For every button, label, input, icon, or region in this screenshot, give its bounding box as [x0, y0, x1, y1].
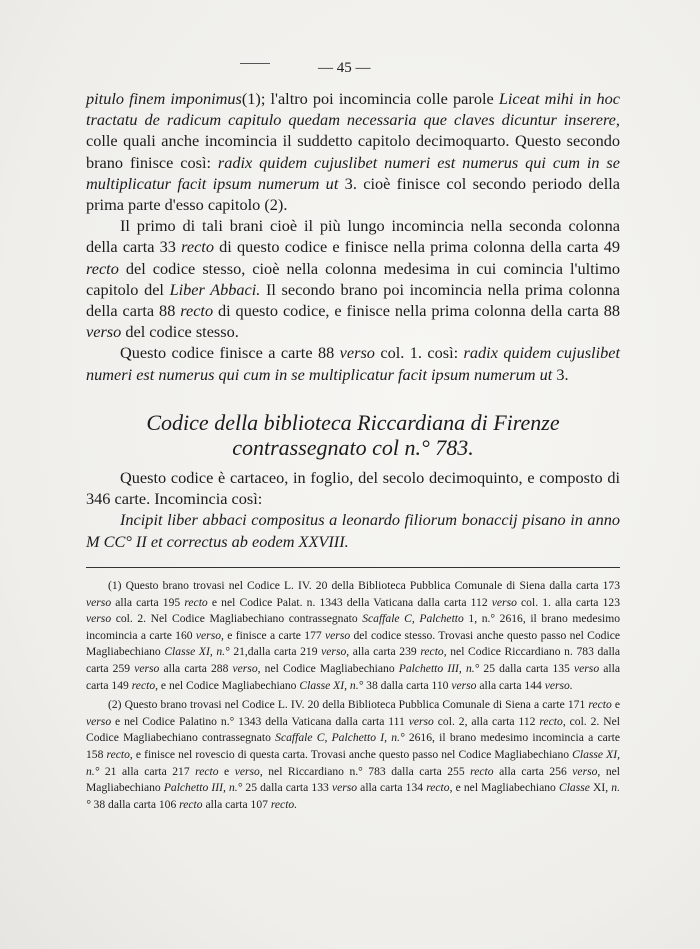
- text-run: 3. cioè finisce col secondo periodo della prima parte d'esso capitolo (2).: [86, 173, 620, 215]
- italic-text: n.°: [86, 781, 620, 811]
- text-run: alla carta 256: [493, 764, 573, 778]
- italic-text: verso: [195, 628, 222, 642]
- paragraph: [86, 342, 620, 384]
- text-run: 38 dalla carta 110: [363, 678, 452, 692]
- text-run: , alla carta 239: [346, 645, 421, 659]
- italic-text: Classe XI, n.°: [164, 645, 230, 659]
- italic-text: recto: [195, 764, 219, 778]
- text-run: e nel Codice Palat. n. 1343 della Vaticana dalla carta 112: [207, 595, 492, 609]
- text-run: col. 1. alla carta 123: [516, 595, 620, 609]
- footnote-2: [86, 697, 620, 813]
- printer-mark: [240, 63, 270, 65]
- italic-text: Scaffale C, Palchetto: [362, 612, 464, 626]
- text-run: di questo codice e finisce nella prima colonna della carta 49: [213, 237, 620, 257]
- text-run: 38 dalla carta 106: [90, 797, 180, 811]
- text-run: , e nel Codice Magliabechiano: [155, 678, 300, 692]
- italic-text: recto: [426, 781, 450, 795]
- italic-text: Classe: [558, 781, 590, 795]
- italic-text: recto: [420, 645, 444, 659]
- italic-text: verso: [339, 343, 375, 363]
- text-run: Il primo di tali brani cioè il più lungo incomincia nella seconda colonna della carta 33: [86, 216, 620, 257]
- italic-text: verso.: [544, 678, 573, 692]
- italic-text: Liceat mihi in hoc tractatu de radicum capitulo quedam necessaria que claves dicuntur inserere: [86, 89, 620, 130]
- page-number: — 45 —: [318, 60, 371, 76]
- text-run: alla carta 288: [159, 661, 233, 675]
- italic-text: recto: [179, 797, 203, 811]
- italic-text: verso: [232, 661, 258, 675]
- text-run: di questo codice, e finisce nella prima colonna della carta 88: [213, 301, 620, 321]
- italic-text: verso: [574, 661, 600, 675]
- italic-text: verso: [408, 714, 434, 728]
- paragraph: [86, 88, 620, 215]
- italic-text: recto: [106, 747, 130, 761]
- text-run: , nel Riccardiano n.° 783 dalla carta 255: [259, 764, 471, 778]
- footnote-1: [86, 578, 620, 694]
- text-run: alla carta 144: [476, 678, 545, 692]
- italic-text: Scaffale C, Palchetto I, n.°: [275, 731, 405, 745]
- text-run: col. 2. Nel Codice Magliabechiano contrassegnato: [111, 612, 363, 626]
- italic-text: verso: [86, 612, 112, 626]
- italic-text: verso: [331, 781, 358, 795]
- italic-text: radix quidem cujuslibet numeri est numerus qui cum in se multiplicatur facit ipsum numerum ut: [86, 152, 620, 193]
- incipit-quote: [86, 509, 620, 551]
- italic-text: verso: [572, 764, 598, 778]
- italic-text: verso: [321, 645, 347, 659]
- text-run: , nel Codice Magliabechiano: [257, 661, 399, 675]
- text-run: e: [611, 698, 620, 712]
- text-run: , col. 2. Nel Codice Magliabechiano contrassegnato: [86, 714, 620, 745]
- footnotes: [86, 578, 620, 813]
- italic-text: verso: [86, 714, 112, 728]
- text-run: Il secondo brano poi incomincia nella prima colonna della carta 88: [86, 279, 620, 321]
- text-run: , nel Magliabechiano: [86, 764, 620, 795]
- text-run: 1, n.° 2616, il brano medesimo incomincia a carte 160: [86, 612, 621, 642]
- text-run: alla carta 195: [111, 595, 185, 609]
- text-run: Questo codice è cartaceo, in foglio, del secolo decimoquinto, e composto di 346 carte. Incomincia così:: [86, 468, 620, 509]
- text-run: alla carta 134: [357, 781, 427, 795]
- italic-text: recto: [539, 714, 563, 728]
- heading-line: contrassegnato col n.° 783.: [232, 435, 474, 460]
- text-run: , e finisce nel rovescio di questa carta. Trovasi anche questo passo nel Codice Magliabechiano: [129, 747, 573, 761]
- text-run: 21 alla carta 217: [99, 764, 196, 778]
- italic-text: recto: [181, 237, 214, 257]
- text-run: col. 1. così:: [374, 343, 464, 363]
- italic-text: recto: [588, 698, 612, 712]
- section-text: [86, 467, 620, 552]
- italic-text: pitulo finem imponimus: [86, 89, 242, 108]
- italic-text: verso: [234, 764, 260, 778]
- italic-text: verso: [491, 595, 517, 609]
- italic-text: radix quidem cujuslibet numeri est numerus qui cum in se multiplicatur facit ipsum numerum ut: [86, 343, 620, 384]
- text-run: (2) Questo brano trovasi nel Codice L. IV. 20 della Biblioteca Pubblica Comunale di Siena a carte 171: [108, 698, 589, 712]
- text-run: e: [218, 764, 235, 778]
- text-run: (1) Questo brano trovasi nel Codice L. IV. 20 della Biblioteca Pubblica Comunale di Siena dalla carta 173: [108, 579, 620, 592]
- text-run: 2616, il brano medesimo incomincia a carte 158: [86, 731, 621, 761]
- italic-text: Classe XI, n.°: [299, 678, 364, 692]
- text-run: alla carta 149: [86, 661, 620, 692]
- text-run: e nel Codice Palatino n.° 1343 della Vaticana dalla carta 111: [111, 714, 409, 728]
- text-run: alla carta 107: [202, 797, 271, 811]
- text-run: del codice stesso.: [121, 322, 239, 342]
- italic-text: verso: [451, 678, 477, 692]
- italic-text: Classe XI, n.°: [86, 747, 620, 778]
- text-run: 25 dalla carta 135: [479, 661, 574, 675]
- paragraph: [86, 215, 620, 342]
- text-run: del codice stesso. Trovasi anche questo passo nel Codice Magliabechiano: [86, 628, 620, 659]
- paragraph: [86, 467, 620, 509]
- italic-text: Palchetto III, n.°: [398, 661, 480, 675]
- italic-text: recto: [180, 301, 214, 321]
- text-run: 25 dalla carta 133: [242, 781, 332, 795]
- text-run: Questo codice finisce a carte 88: [120, 343, 340, 363]
- main-text: [86, 88, 620, 385]
- text-run: XI,: [589, 781, 612, 795]
- section-heading: [86, 410, 620, 460]
- italic-text: Liber Abbaci.: [169, 279, 261, 299]
- text-run: , nel Codice Riccardiano n. 783 dalla carta 259: [86, 645, 621, 675]
- text-run: (1); l'altro poi incomincia colle parole: [241, 89, 499, 108]
- text-run: 21,dalla carta 219: [229, 645, 322, 659]
- text-run: , colle quali anche incomincia il suddetto capitolo decimoquarto. Questo secondo brano finisce così:: [86, 110, 620, 172]
- heading-line: Codice della biblioteca Riccardiana di Firenze: [146, 410, 560, 435]
- text-run: 3.: [552, 364, 569, 384]
- text-run: col. 2, alla carta 112: [433, 714, 540, 728]
- italic-text: verso: [86, 322, 122, 342]
- italic-text: verso: [134, 661, 160, 675]
- italic-text: verso: [325, 628, 351, 642]
- footnote-rule: [86, 567, 620, 568]
- italic-text: recto.: [270, 797, 298, 811]
- italic-text: recto: [86, 258, 119, 278]
- italic-text: recto: [131, 678, 156, 692]
- italic-text: recto: [470, 764, 494, 778]
- italic-text: recto: [184, 595, 208, 609]
- italic-text: verso: [86, 595, 112, 609]
- text-run: , e nel Magliabechiano: [449, 781, 559, 795]
- text-run: del codice stesso, cioè nella colonna medesima in cui comincia l'ultimo capitolo del: [86, 258, 620, 299]
- italic-text: Palchetto III, n.°: [163, 781, 243, 795]
- italic-text: Incipit liber abbaci compositus a leonardo filiorum bonaccij pisano in anno M CC° II et correctus ab eodem XXVIII.: [86, 510, 620, 551]
- text-run: , e finisce a carte 177: [221, 628, 326, 642]
